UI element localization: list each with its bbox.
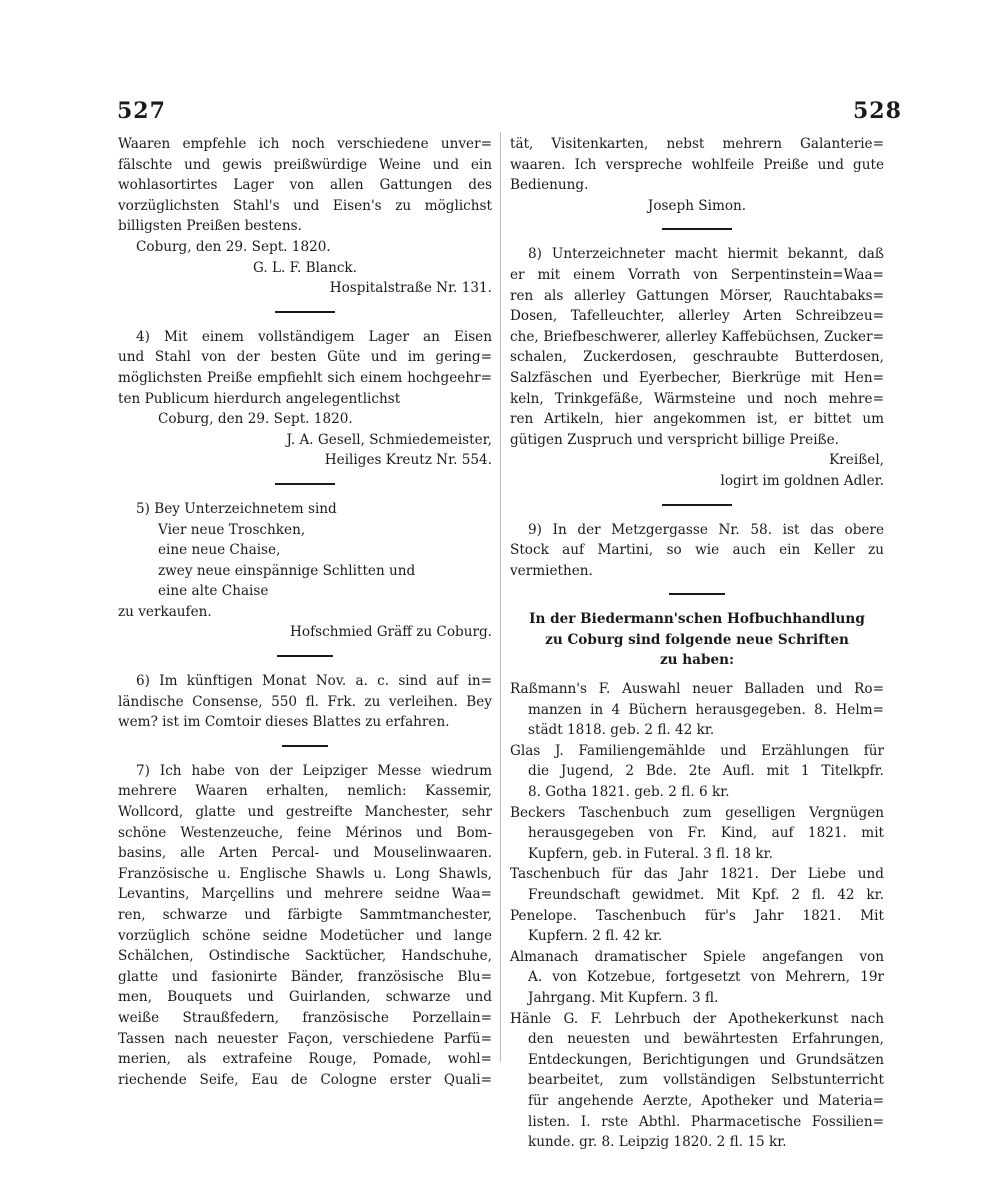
book-entry-line: städt 1818. geb. 2 fl. 42 kr. (528, 722, 715, 739)
bookshop-heading: zu Coburg sind folgende neue Schriften (545, 631, 849, 648)
advert-8 (510, 244, 884, 491)
text-line: 6) Im künftigen Monat Nov. a. c. sind auf in= (136, 673, 492, 690)
text-line: eine alte Chaise (158, 583, 269, 600)
book-entry-line: Kupfern, geb. in Futeral. 3 fl. 18 kr. (528, 845, 773, 862)
text-line: Tassen nach neuester Façon, verschiedene Parfü= (118, 1030, 492, 1047)
section-divider (275, 311, 335, 313)
section-divider (275, 483, 335, 485)
text-line: weiße Straußfedern, französische Porzellain= (118, 1009, 492, 1026)
text-line: wem? ist im Comtoir dieses Blattes zu erfahren. (118, 714, 450, 731)
book-entry-line: die Jugend, 2 Bde. 2te Aufl. mit 1 Titelkpfr. (528, 763, 884, 780)
text-line: Französische u. Englische Shawls u. Long Shawls, (118, 865, 492, 882)
advert-address: Hospitalstraße Nr. 131. (329, 280, 492, 297)
text-line: Salzfäschen und Eyerbecher, Bierkrüge mit Hen= (510, 369, 884, 386)
text-line: merien, als extrafeine Rouge, Pomade, wohl= (118, 1051, 492, 1068)
book-entry-line: Penelope. Taschenbuch für's Jahr 1821. Mit (510, 907, 884, 924)
advert-signer: J. A. Gesell, Schmiedemeister, (286, 431, 492, 448)
advert-signer: Hofschmied Gräff zu Coburg. (290, 624, 492, 641)
text-line: 8) Unterzeichneter macht hiermit bekannt, daß (528, 246, 884, 263)
advert-continued-blanck (118, 134, 492, 299)
text-line: zwey neue einspännige Schlitten und (158, 562, 416, 579)
advert-signer: Kreißel, (829, 452, 884, 469)
text-line: billigsten Preißen bestens. (118, 218, 302, 235)
text-line: 7) Ich habe von der Leipziger Messe wiedrum (136, 762, 492, 779)
text-line: Dosen, Tafelleuchter, allerley Arten Schreibzeu= (510, 308, 884, 325)
bookshop-notice (510, 609, 884, 1152)
text-line: 5) Bey Unterzeichnetem sind (136, 500, 337, 517)
text-line: zu verkaufen. (118, 603, 212, 620)
text-line: vermiethen. (510, 562, 593, 579)
advert-5 (118, 499, 492, 643)
advert-signer: G. L. F. Blanck. (252, 259, 357, 276)
page-number-right: 528 (853, 98, 902, 124)
advert-6 (118, 671, 492, 733)
book-entry-line: manzen in 4 Büchern herausgegeben. 8. Helm= (528, 701, 884, 718)
text-line: ländische Consense, 550 fl. Frk. zu verleihen. Bey (118, 693, 492, 710)
section-divider (662, 228, 732, 230)
page-number-left: 527 (117, 98, 166, 124)
advert-date: Coburg, den 29. Sept. 1820. (158, 411, 353, 428)
right-column (510, 134, 884, 1153)
text-line: schalen, Zuckerdosen, geschraubte Butterdosen, (510, 349, 884, 366)
book-entry-line: den neuesten und bewährtesten Erfahrungen, (528, 1031, 884, 1048)
left-column (118, 134, 492, 1090)
advert-continued-simon (510, 134, 884, 216)
book-entry-line: Almanach dramatischer Spiele angefangen von (510, 948, 884, 965)
book-entry-line: Kupfern. 2 fl. 42 kr. (528, 928, 663, 945)
book-entry-line: Glas J. Familiengemählde und Erzählungen für (510, 742, 884, 759)
text-line: Bedienung. (510, 177, 589, 194)
text-line: eine neue Chaise, (158, 542, 281, 559)
text-line: ren Artikeln, hier angekommen ist, er bittet um (510, 411, 884, 428)
bookshop-heading: zu haben: (659, 652, 735, 669)
bookshop-heading: In der Biedermann'schen Hofbuchhandlung (529, 611, 865, 628)
text-line: basins, alle Arten Percal- und Mouselinwaaren. (118, 845, 492, 862)
text-line: 9) In der Metzgergasse Nr. 58. ist das obere (528, 521, 884, 538)
book-entry-line: Beckers Taschenbuch zum geselligen Vergnügen (510, 804, 884, 821)
text-line: keln, Trinkgefäße, Wärmsteine und noch mehre= (510, 390, 884, 407)
text-line: Waaren empfehle ich noch verschiedene unver= (118, 136, 492, 152)
section-divider (277, 655, 333, 657)
advert-date: Coburg, den 29. Sept. 1820. (136, 238, 331, 255)
text-line: und Stahl von der besten Güte und im gering= (118, 349, 492, 366)
text-line: che, Briefbeschwerer, allerley Kaffebüchsen, Zucker= (510, 328, 884, 345)
book-entry-line: Freundschaft gewidmet. Mit Kpf. 2 fl. 42 kr. (528, 887, 884, 903)
text-line: ren als allerley Gattungen Mörser, Rauchtabaks= (510, 287, 884, 304)
book-entry-line: Jahrgang. Mit Kupfern. 3 fl. (528, 989, 719, 1006)
book-entry-line: Hänle G. F. Lehrbuch der Apothekerkunst nach (510, 1010, 884, 1027)
book-entry-line: Taschenbuch für das Jahr 1821. Der Liebe und (510, 866, 884, 883)
text-line: riechende Seife, Eau de Cologne erster Quali= (118, 1071, 492, 1088)
text-line: waaren. Ich verspreche wohlfeile Preiße und gute (510, 156, 884, 173)
text-line: Wollcord, glatte und gestreifte Manchester, sehr (118, 804, 492, 821)
text-line: vorzüglich schöne seidne Modetücher und lange (118, 927, 492, 944)
advert-7 (118, 761, 492, 1091)
book-entry-line: Raßmann's F. Auswahl neuer Balladen und Ro= (510, 681, 884, 698)
section-divider (669, 593, 725, 595)
text-line: möglichsten Preiße empfiehlt sich einem hochgeehr= (118, 369, 492, 386)
text-line: glatte und fasionirte Bänder, französische Blu= (118, 968, 492, 985)
book-entry-line: für angehende Aerzte, Apotheker und Materia= (528, 1092, 884, 1109)
text-line: mehrere Waaren erhalten, nemlich: Kassemir, (118, 783, 492, 800)
text-line: fälschte und gewis preißwürdige Weine und ein (118, 156, 492, 173)
book-entry-line: kunde. gr. 8. Leipzig 1820. 2 fl. 15 kr. (528, 1134, 787, 1151)
column-divider (500, 132, 501, 1062)
advert-4 (118, 327, 492, 471)
advert-address: logirt im goldnen Adler. (720, 472, 884, 489)
text-line: Vier neue Troschken, (158, 521, 306, 538)
book-entry-line: A. von Kotzebue, fortgesetzt von Mehrern, 19r (528, 969, 884, 986)
book-entry-line: Entdeckungen, Berichtigungen und Grundsätzen (528, 1051, 884, 1068)
book-entry-line: 8. Gotha 1821. geb. 2 fl. 6 kr. (528, 784, 730, 801)
text-line: schöne Westenzeuche, feine Mérinos und Bom- (118, 824, 492, 841)
text-line: Stock auf Martini, so wie auch ein Keller zu (510, 542, 884, 559)
text-line: Schälchen, Ostindische Sacktücher, Handschuhe, (118, 948, 492, 965)
text-line: ren, schwarze und färbigte Sammtmanchester, (118, 907, 492, 923)
text-line: men, Bouquets und Guirlanden, schwarze und (118, 989, 492, 1006)
book-entry-line: bearbeitet, zum vollständigen Selbstunterricht (528, 1072, 884, 1089)
text-line: vorzüglichsten Stahl's und Eisen's zu möglichst (118, 197, 492, 214)
advert-address: Heiliges Kreutz Nr. 554. (324, 452, 492, 469)
section-divider (662, 504, 732, 506)
text-line: 4) Mit einem vollständigem Lager an Eisen (136, 328, 492, 345)
advert-signer: Joseph Simon. (647, 197, 747, 214)
text-line: er mit einem Vorrath von Serpentinstein=Waa= (510, 266, 884, 283)
advert-9 (510, 520, 884, 582)
text-line: tät, Visitenkarten, nebst mehrern Galanterie= (510, 136, 884, 152)
section-divider (282, 745, 328, 747)
text-line: ten Publicum hierdurch angelegentlichst (118, 390, 401, 407)
book-entry-line: herausgegeben von Fr. Kind, auf 1821. mit (528, 825, 884, 842)
text-line: wohlasortirtes Lager von allen Gattungen des (118, 177, 492, 194)
text-line: gütigen Zuspruch und verspricht billige Preiße. (510, 431, 839, 448)
book-entry-line: listen. I. rste Abthl. Pharmacetische Fossilien= (528, 1113, 884, 1130)
text-line: Levantins, Marçellins und mehrere seidne Waa= (118, 886, 492, 903)
